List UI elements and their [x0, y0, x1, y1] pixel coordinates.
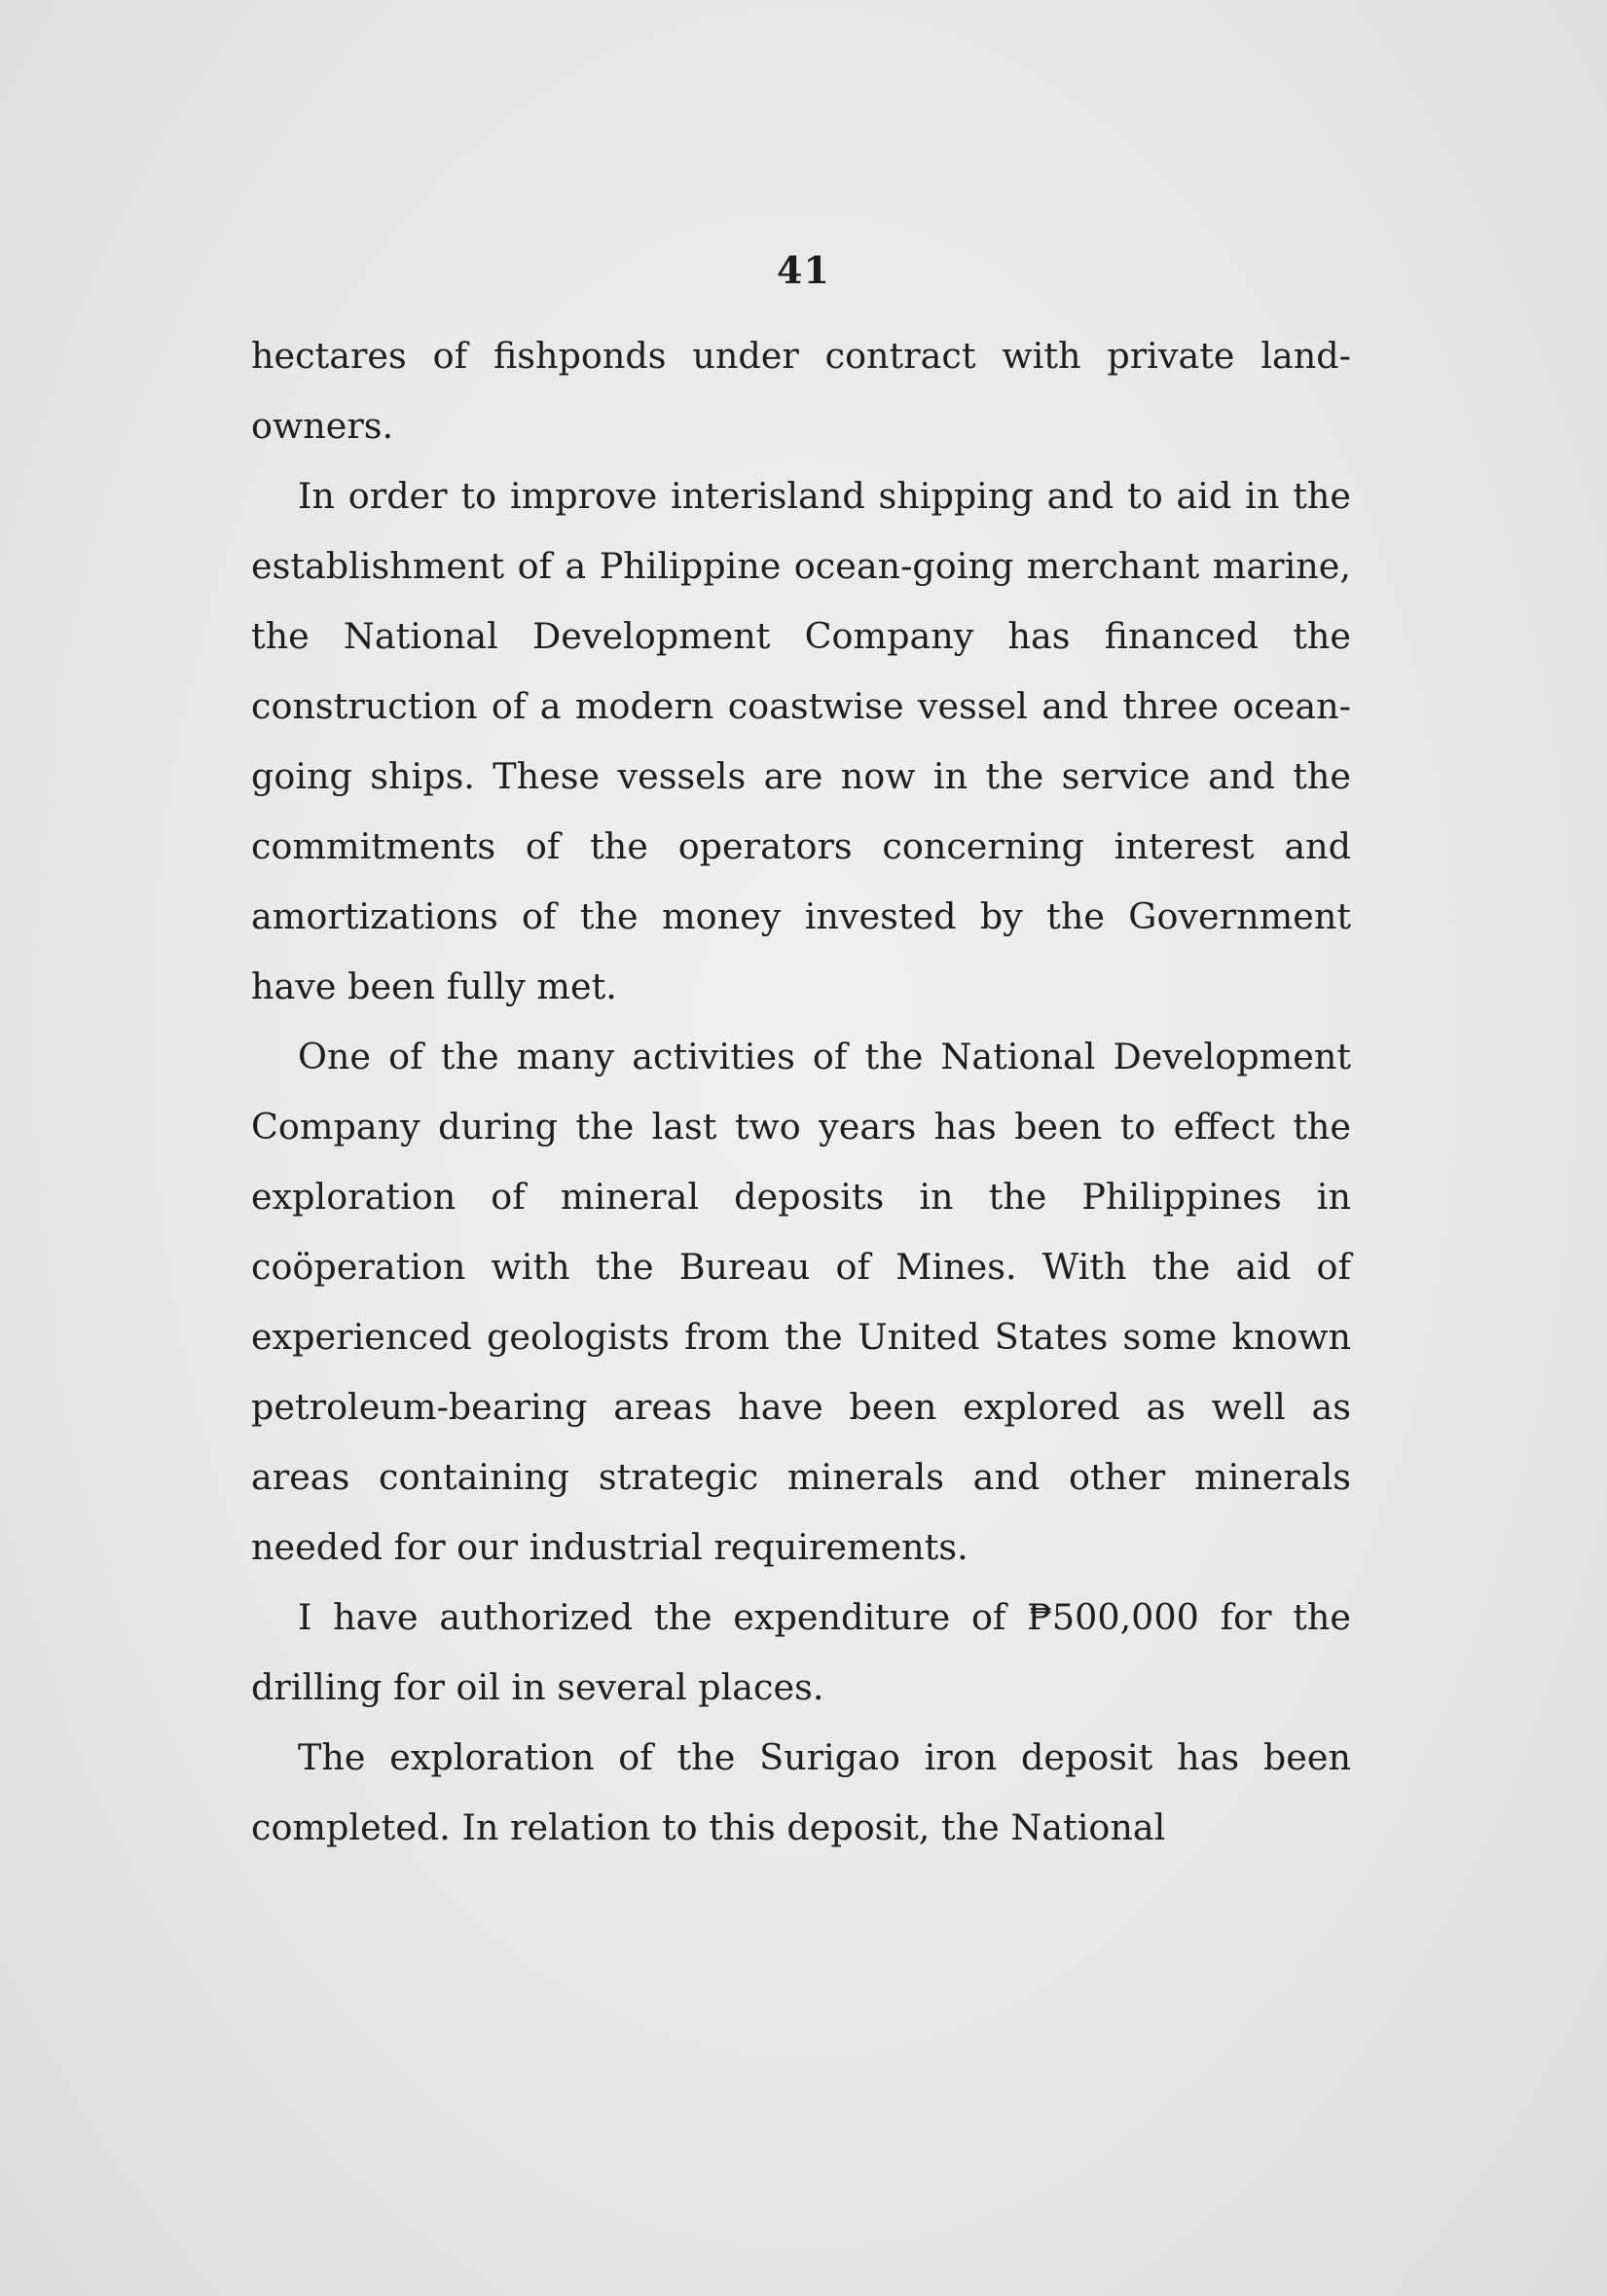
paragraph-oil-drilling: I have authorized the expenditure of ₱500,000 for the drilling for oil in several places. [251, 1596, 1351, 1708]
paragraph-shipping: In order to improve interisland shipping and to aid in the establishment of a Philippine ocean-going merchant marine, the National Development Company has financed the construction of a modern coastwise vessel and three ocean-going ships. These vessels are now in the service and the commitments of the operators concerning interest and amortizations of the money invested by the Government have been fully met. [251, 475, 1351, 1007]
body-text [251, 321, 1351, 1863]
paragraph-surigao-iron: The exploration of the Surigao iron deposit has been completed. In relation to this deposit, the National [251, 1736, 1351, 1848]
page-number: 41 [777, 248, 830, 292]
paragraph-mineral-exploration: One of the many activities of the National Development Company during the last two years has been to effect the exploration of mineral deposits in the Philippines in coöperation with the Bureau of Mines. With the aid of experienced geologists from the United States some known petroleum-bearing areas have been explored as well as areas containing strategic minerals and other minerals needed for our industrial requirements. [251, 1036, 1351, 1568]
paragraph-continued: hectares of fishponds under contract with private land-owners. [251, 335, 1351, 447]
